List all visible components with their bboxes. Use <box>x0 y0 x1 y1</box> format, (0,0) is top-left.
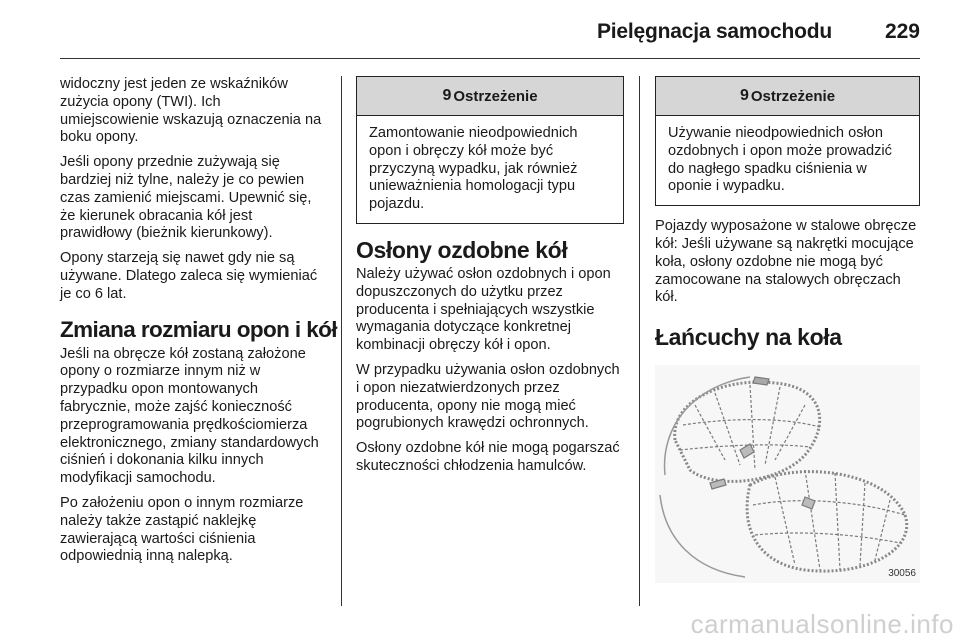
paragraph: Jeśli na obręcze kół zostaną założone opony o rozmiarze innym niż w przypadku opon montowanych fabrycznie, może zajść konieczność przeprogramowania prędkościomierza elektronicznego, zmiany standardowych ciśnień i dokonania kilku innych modyfikacji samochodu. <box>60 345 319 487</box>
warning-icon: 9 <box>739 87 749 104</box>
warning-title: Ostrzeżenie <box>453 87 538 105</box>
paragraph: Należy używać osłon ozdobnych i opon dopuszczonych do użytku przez producenta i spełniających wszystkie wymagania dotyczące konkretnej kombinacji obręczy kół i opon. <box>356 265 611 354</box>
paragraph: Opony starzeją się nawet gdy nie są używane. Dlatego zaleca się wymieniać je co 6 lat. <box>60 250 318 302</box>
warning-header <box>656 77 919 116</box>
section-heading-tyre-size: Zmiana rozmiaru opon i kół <box>60 316 337 342</box>
warning-box <box>356 76 624 224</box>
column-1 <box>60 76 337 573</box>
header-title: Pielęgnacja samochodu <box>596 20 832 43</box>
page-header <box>60 0 920 59</box>
warning-icon: 9 <box>442 87 452 104</box>
snow-chain-drawing <box>655 365 920 583</box>
paragraph: Jeśli opony przednie zużywają się bardziej niż tylne, należy je co pewien czas zamienić miejscami. Upewnić się, że kierunek obracania kół jest prawidłowy (bieżnik kierunkowy). <box>60 154 312 242</box>
paragraph: Osłony ozdobne kół nie mogą pogarszać skuteczności chłodzenia hamulców. <box>356 440 620 474</box>
section-heading-wheel-covers: Osłony ozdobne kół <box>356 236 568 263</box>
warning-text: Zamontowanie nieodpowiednich opon i obręczy kół może być przyczyną wypadku, jak również unieważnienia homologacji typu pojazdu. <box>369 125 578 213</box>
column-2 <box>356 76 624 483</box>
column-3 <box>655 76 920 583</box>
column-divider <box>341 76 342 606</box>
section-heading-snow-chains: Łańcuchy na koła <box>655 324 842 351</box>
paragraph: W przypadku używania osłon ozdobnych i opon niezatwierdzonych przez producenta, opony nie mogą mieć pogrubionych krawędzi ochronnych. <box>356 361 620 432</box>
paragraph: widoczny jest jeden ze wskaźników zużycia opony (TWI). Ich umiejscowienie wskazują oznaczenia na boku opony. <box>60 76 322 146</box>
page-number: 229 <box>884 20 920 43</box>
warning-title: Ostrzeżenie <box>750 87 836 105</box>
paragraph: Po założeniu opon o innym rozmiarze należy także zastąpić naklejkę zawierającą wartości ciśnienia odpowiednią inną nalepką. <box>60 494 304 565</box>
warning-text: Używanie nieodpowiednich osłon ozdobnych i opon może prowadzić do nagłego spadku ciśnienia w oponie i wypadku. <box>668 125 892 195</box>
paragraph: Pojazdy wyposażone w stalowe obręcze kół: Jeśli używane są nakrętki mocujące koła, osłony ozdobne nie mogą być zamocowane na stalowych obręczach kół. <box>655 218 917 306</box>
snow-chain-illustration <box>655 365 920 583</box>
warning-box <box>655 76 920 206</box>
warning-header <box>357 77 623 116</box>
column-divider <box>639 76 640 606</box>
watermark: carmanualsonline.info <box>690 609 954 639</box>
figure-code: 30056 <box>888 568 916 580</box>
